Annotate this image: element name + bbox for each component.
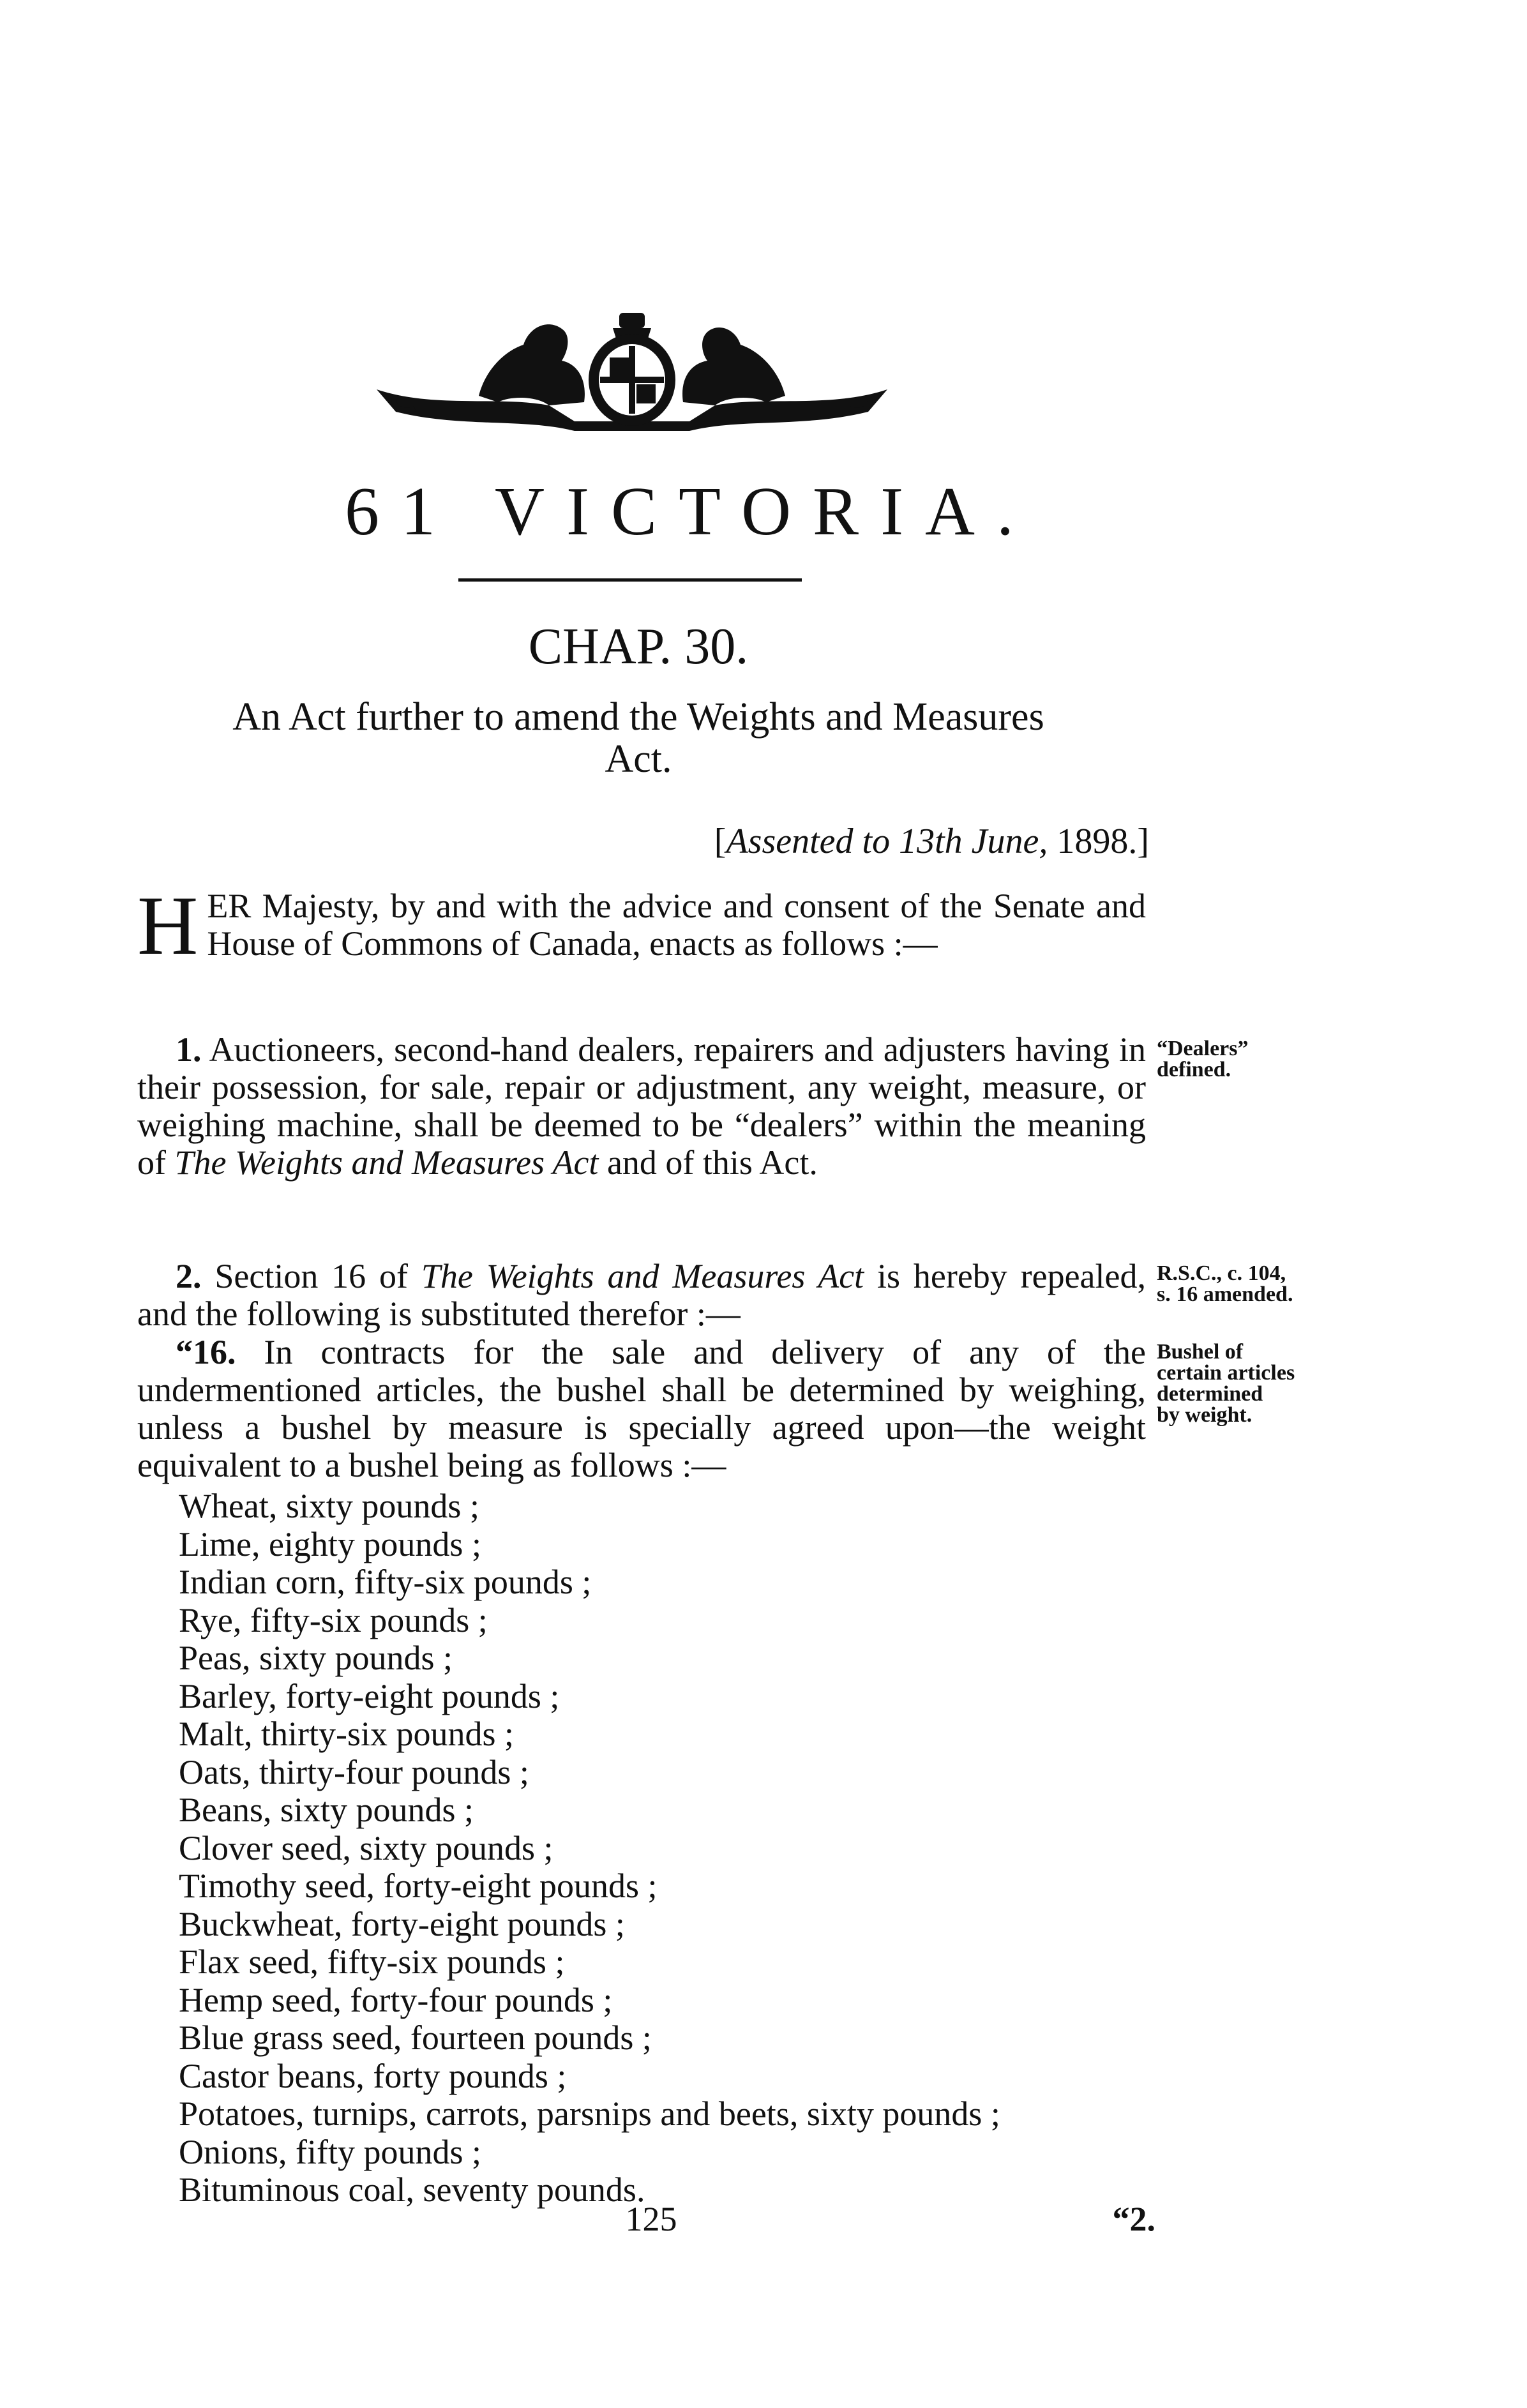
enacting-clause [137, 878, 1146, 972]
list-item: Wheat, sixty pounds ; [179, 1487, 479, 1525]
section-1-act-name: The Weights and Measures Act [174, 1143, 599, 1182]
section-2-text-a: Section 16 of [201, 1257, 421, 1295]
list-item: Bituminous coal, seventy pounds. [179, 2171, 645, 2209]
section-2 [137, 1258, 1146, 1333]
section-1-text-a: Auctioneers, second-hand dealers, repairers and adjusters having in their possession, for sale, repair or adjustment, any weight, measure, or weighing machine, shall be deemed to be “dealers” within the meaning of [137, 1030, 1146, 1182]
regnal-year-heading: 61 VICTORIA. [345, 474, 1036, 550]
section-2-act-name: The Weights and Measures Act [421, 1257, 864, 1295]
bushel-weights-list [179, 1487, 1200, 2209]
section-1-text-b: and of this Act. [598, 1143, 818, 1182]
act-title-line-2: Act. [605, 737, 672, 781]
list-item: Indian corn, fifty-six pounds ; [179, 1563, 592, 1601]
assent-bracket-open: [ [714, 822, 726, 861]
royal-coat-of-arms-emblem [357, 300, 906, 434]
marginal-note-line: R.S.C., c. 104, [1157, 1261, 1286, 1285]
assent-italic-text: Assented to 13th June, [726, 822, 1048, 861]
marginal-note-line: Bushel of [1157, 1340, 1244, 1364]
section-16 [137, 1334, 1146, 1484]
list-item: Onions, fifty pounds ; [179, 2132, 482, 2171]
marginal-note-rsc [1157, 1263, 1293, 1305]
marginal-note-line: by weight. [1157, 1403, 1252, 1427]
list-item: Timothy seed, forty-eight pounds ; [179, 1867, 658, 1905]
section-16-text: In contracts for the sale and delivery of any of the undermentioned articles, the bushel shall be determined by weighing, unless a bushel by measure is specially agreed upon—the weight equivalent to a bushel being as follows :— [137, 1333, 1146, 1484]
marginal-note-line: “Dealers” [1157, 1037, 1249, 1060]
list-item: Barley, forty-eight pounds ; [179, 1676, 560, 1715]
list-item: Buckwheat, forty-eight pounds ; [179, 1904, 625, 1943]
list-item: Flax seed, fifty-six pounds ; [179, 1943, 565, 1981]
section-1 [137, 1031, 1146, 1182]
list-item: Blue grass seed, fourteen pounds ; [179, 2019, 652, 2057]
section-2-number: 2. [176, 1257, 202, 1295]
heading-rule [458, 578, 802, 582]
assent-date [613, 821, 1149, 862]
section-2-text-b: is hereby repealed, and the following is substituted therefor :— [137, 1257, 1146, 1333]
act-title-line-1: An Act further to amend the Weights and Measures [232, 695, 1044, 739]
page-number: 125 [625, 2200, 677, 2238]
list-item: Hemp seed, forty-four pounds ; [179, 1980, 613, 2019]
marginal-note-dealers [1157, 1038, 1249, 1080]
list-item: Clover seed, sixty pounds ; [179, 1828, 553, 1867]
act-title [128, 696, 1149, 780]
section-1-number: 1. [176, 1030, 202, 1069]
section-16-number: “16. [176, 1333, 236, 1371]
assent-year: 1898.] [1048, 822, 1149, 861]
list-item: Rye, fifty-six pounds ; [179, 1600, 488, 1639]
drop-cap-letter: H [137, 878, 199, 972]
marginal-note-line: defined. [1157, 1058, 1231, 1081]
list-item: Beans, sixty pounds ; [179, 1791, 474, 1829]
list-item: Peas, sixty pounds ; [179, 1639, 453, 1677]
catchword: “2. [1112, 2200, 1155, 2238]
list-item: Malt, thirty-six pounds ; [179, 1715, 514, 1753]
enacting-clause-text: ER Majesty, by and with the advice and consent of the Senate and House of Commons of Canada, enacts as follows :— [207, 887, 1146, 963]
marginal-note-line: determined [1157, 1382, 1263, 1406]
marginal-note-line: s. 16 amended. [1157, 1283, 1293, 1306]
marginal-note-line: certain articles [1157, 1361, 1295, 1385]
marginal-note-bushel [1157, 1341, 1295, 1426]
list-item: Lime, eighty pounds ; [179, 1524, 481, 1563]
list-item: Oats, thirty-four pounds ; [179, 1752, 529, 1791]
chapter-heading: CHAP. 30. [528, 619, 749, 675]
list-item: Potatoes, turnips, carrots, parsnips and beets, sixty pounds ; [179, 2095, 1000, 2133]
list-item: Castor beans, forty pounds ; [179, 2056, 567, 2095]
